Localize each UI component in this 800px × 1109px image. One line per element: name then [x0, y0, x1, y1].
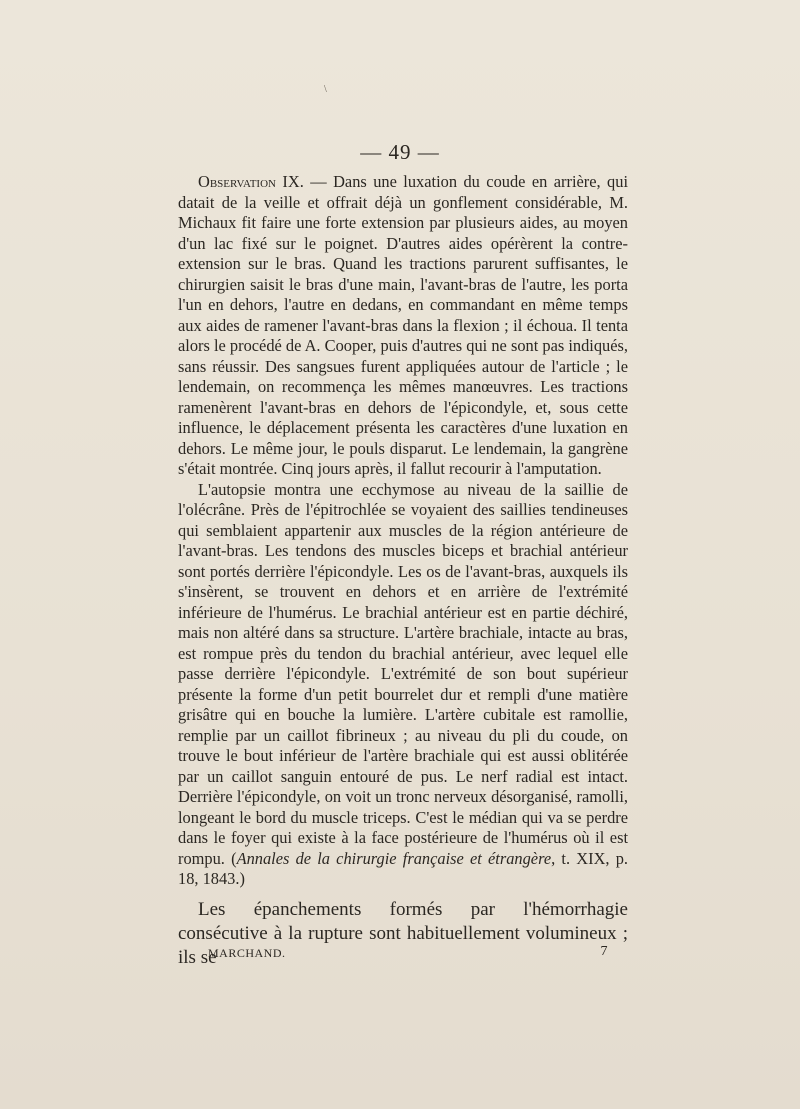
main-text — [178, 172, 628, 890]
page-footer — [208, 946, 628, 961]
autopsy-text: L'autopsie montra une ecchymose au niveau de la saillie de l'olécrâne. Près de l'épitrochlée se voyaient des saillies tendineuses qui semblaient appartenir aux muscles de la région antérieure de l'avant-bras. Les tendons des muscles biceps et brachial antérieur sont portés derrière l'épicondyle. Les os de l'avant-bras, auxquels ils s'insèrent, se trouvent en dehors et en arrière de l'extrémité inférieure de l'humérus. Le brachial antérieur est en partie déchiré, mais non altéré dans sa structure. L'artère brachiale, intacte au bras, est rompue près du tendon du brachial antérieur, avec lequel elle passe derrière l'épicondyle. L'extrémité de son bout supérieur présente la forme d'un petit bourrelet dur et rempli d'une matière grisâtre qui en bouche la lumière. L'artère cubitale est ramollie, remplie par un caillot fibrineux ; au niveau du pli du coude, on trouve le bout inférieur de l'artère brachiale qui est aussi oblitérée par un caillot sanguin entouré de pus. Le nerf radial est intact. Derrière l'épicondyle, on voit un tronc nerveux désorganisé, ramolli, longeant le bord du muscle triceps. C'est le médian qui va se perdre dans le foyer qui existe à la face postérieure de l'humérus où il est rompu. ( — [178, 479, 628, 868]
observation-text: — Dans une luxation du coude en arrière, qui datait de la veille et offrait déjà un gonflement considérable, M. Michaux fit faire une forte extension par plusieurs aides, au moyen d'un lac fixé sur le poignet. D'autres aides opérèrent la contre-extension sur le bras. Quand les tractions parurent suffisantes, le chirurgien saisit le bras d'une main, l'avant-bras de l'autre, les porta l'un en dehors, l'autre en dedans, en commandant en même temps aux aides de ramener l'avant-bras dans la flexion ; il échoua. Il tenta alors le procédé de A. Cooper, puis d'autres qui ne sont pas indiqués, sans réussir. Des sangsues furent appliquées autour de l'article ; le lendemain, on recommença les mêmes manœuvres. Les tractions ramenèrent l'avant-bras en dehors de l'épicondyle, et, sous cette influence, le déplacement présenta les caractères d'une luxation en dehors. Le même jour, le pouls disparut. Le lendemain, la gangrène s'était montrée. Cinq jours après, il fallut recourir à l'amputation. — [178, 172, 628, 478]
signature-mark: MARCHAND. — [208, 946, 286, 960]
observation-label: Observation IX. — [198, 172, 304, 191]
page-number: — 49 — — [360, 140, 440, 164]
citation-details: , t. XIX, p. 18, 1843.) — [178, 848, 628, 888]
autopsy-paragraph — [178, 480, 628, 890]
continuation-paragraph: Les épanchements formés par l'hémorrhagie consécutive à la rupture sont habituellement volumineux ; ils se — [178, 899, 628, 968]
citation-title: Annales de la chirurgie française et étrangère — [236, 848, 552, 868]
margin-mark: \ — [324, 84, 327, 95]
gathering-signature: 7 — [600, 944, 608, 959]
observation-paragraph — [178, 172, 628, 480]
